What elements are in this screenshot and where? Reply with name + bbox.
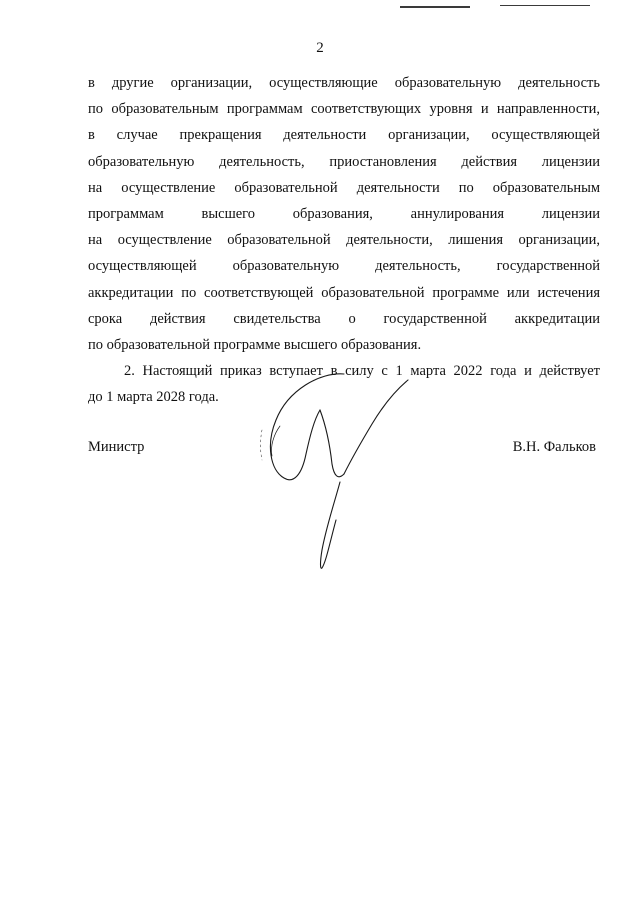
text-line: до 1 марта 2028 года. [88, 389, 219, 406]
text-line: 2. Настоящий приказ вступает в силу с 1 марта 2022 года и действует [124, 363, 600, 380]
text-line: на осуществление образовательной деятельности по образовательным [88, 179, 600, 196]
text-line: осуществляющей образовательную деятельность, государственной [88, 258, 600, 275]
page-number: 2 [316, 40, 324, 56]
signature-stroke [270, 374, 344, 480]
handwritten-signature [240, 370, 440, 580]
signatory-title: Министр [88, 439, 145, 455]
signature-stroke [344, 380, 408, 474]
text-line: программам высшего образования, аннулирования лицензии [88, 206, 600, 223]
text-line: по образовательным программам соответствующих уровня и направленности, [88, 101, 600, 118]
text-line: на осуществление образовательной деятельности, лишения организации, [88, 232, 600, 249]
text-line: в другие организации, осуществляющие образовательную деятельность [88, 75, 600, 91]
signature-stroke [320, 410, 344, 477]
signatory-name: В.Н. Фальков [512, 439, 596, 455]
signature-stroke [321, 482, 341, 568]
signature-stroke [261, 430, 263, 460]
text-line: по образовательной программе высшего образования. [88, 337, 422, 354]
text-line: образовательную деятельность, приостановления действия лицензии [88, 153, 600, 170]
text-line: аккредитации по соответствующей образовательной программе или истечения [88, 284, 600, 301]
text-line: в случае прекращения деятельности организации, осуществляющей [88, 127, 600, 144]
scan-artifact-line [500, 5, 590, 6]
text-line: срока действия свидетельства о государственной аккредитации [88, 310, 600, 327]
scan-artifact-line [400, 6, 470, 8]
document-body [88, 70, 600, 411]
